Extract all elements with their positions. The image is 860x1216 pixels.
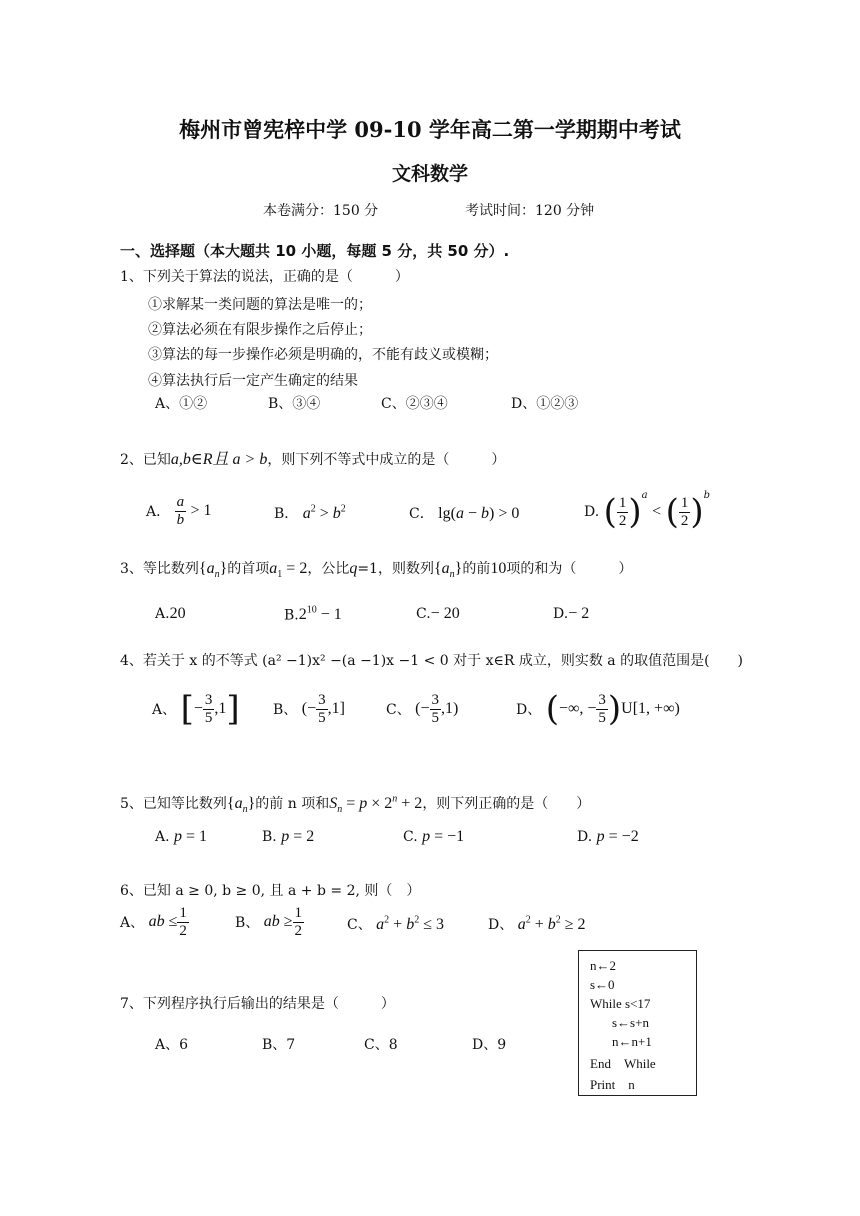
program-line: s←0 xyxy=(590,977,615,992)
q7-option-c: C、8 xyxy=(364,1037,398,1053)
program-line: n←n+1 xyxy=(612,1034,652,1049)
q6-option-c: C、 $a^2 + b^2 \le 3$ xyxy=(347,914,444,933)
q6-option-a: A、 ab ≤ $\frac{1}{2}$ xyxy=(120,905,187,939)
q2-stem: 2、已知a,b∈R且 a > b，则下列不等式中成立的是（ ） xyxy=(120,451,506,468)
q7-option-d: D、9 xyxy=(472,1037,507,1053)
q1-option-b: B、③④ xyxy=(268,396,321,412)
q2-option-b: B． $a^2 > b^2$ xyxy=(274,503,346,522)
q7-option-a: A、6 xyxy=(155,1037,189,1053)
q4-option-d: D、 (−∞, − $\frac{3}{5}$ )U[1, +∞) xyxy=(516,689,680,729)
q2-option-d: D. ( $\frac{1}{2}$ )$^a$ < ( $\frac{1}{2}$ )$^b$ xyxy=(584,490,711,532)
q5-option-c: C. p = −1 xyxy=(403,828,465,845)
q5-option-b: B. p = 2 xyxy=(262,828,315,845)
q6-stem: 6、已知 a ≥ 0, b ≥ 0, 且 a + b = 2, 则（ ） xyxy=(120,883,421,899)
exam-time: 考试时间：120 分钟 xyxy=(465,203,595,219)
program-line: Print n xyxy=(590,1077,635,1092)
q1-stem: 1、下列关于算法的说法，正确的是（ ） xyxy=(120,269,409,285)
q1-item-4: ④算法执行后一定产生确定的结果 xyxy=(148,373,358,389)
exam-subtitle: 文科数学 xyxy=(391,163,468,185)
q5-option-a: A. p = 1 xyxy=(155,828,208,845)
full-score: 本卷满分：150 分 xyxy=(263,203,379,219)
q3-option-a: A.20 xyxy=(155,605,186,622)
program-box xyxy=(578,950,697,1096)
q2-option-c: C． lg(a − b) > 0 xyxy=(409,505,520,522)
program-line: n←2 xyxy=(590,958,616,973)
exam-title: 梅州市曾宪梓中学 09-10 学年高二第一学期期中考试 xyxy=(179,117,681,142)
program-line: End While xyxy=(590,1056,656,1071)
q1-option-c: C、②③④ xyxy=(381,396,448,412)
q1-option-a: A、①② xyxy=(155,396,208,412)
q6-option-d: D、 $a^2 + b^2 \ge 2$ xyxy=(488,914,586,933)
program-line: s←s+n xyxy=(612,1015,649,1030)
q1-item-3: ③算法的每一步操作必须是明确的，不能有歧义或模糊； xyxy=(148,347,498,363)
q3-stem: 3、等比数列$\{a_n\}$的首项$a_1 = 2$，公比q=1，则数列$\{a_n\}$的前10项的和为（ ） xyxy=(120,560,633,581)
q5-stem: 5、已知等比数列$\{a_n\}$的前 n 项和$S_n = p \times 2^n + 2$，则下列正确的是（ ） xyxy=(120,793,591,816)
q4-option-a: A、 [− $\frac{3}{5}$ ,1] xyxy=(152,689,240,729)
q3-option-d: D.− 2 xyxy=(553,605,590,622)
q4-option-b: B、 (− $\frac{3}{5}$ ,1] xyxy=(273,692,345,726)
q1-option-d: D、①②③ xyxy=(511,396,579,412)
q2-option-a: A． $\frac{a}{b}$ > 1 xyxy=(146,494,212,528)
q1-item-1: ①求解某一类问题的算法是唯一的； xyxy=(148,297,372,313)
program-line: While s<17 xyxy=(590,996,651,1011)
q7-stem: 7、下列程序执行后输出的结果是（ ） xyxy=(120,996,395,1012)
q4-stem: 4、若关于 x 的不等式 (a² −1)x² −(a −1)x −1 < 0 对于 x∈R 成立，则实数 a 的取值范围是( ) xyxy=(120,653,744,669)
q7-option-b: B、7 xyxy=(262,1037,296,1053)
q6-option-b: B、 ab ≥ $\frac{1}{2}$ xyxy=(235,905,303,939)
q3-option-c: C.− 20 xyxy=(416,605,460,622)
q4-option-c: C、 (− $\frac{3}{5}$ ,1) xyxy=(386,692,459,726)
q3-option-b: $B.2^{10} - 1$ xyxy=(284,605,342,624)
q1-item-2: ②算法必须在有限步操作之后停止； xyxy=(148,322,372,338)
q5-option-d: D. p = −2 xyxy=(577,828,639,845)
section-heading: 一、选择题（本大题共 10 小题，每题 5 分，共 50 分）. xyxy=(120,242,510,260)
